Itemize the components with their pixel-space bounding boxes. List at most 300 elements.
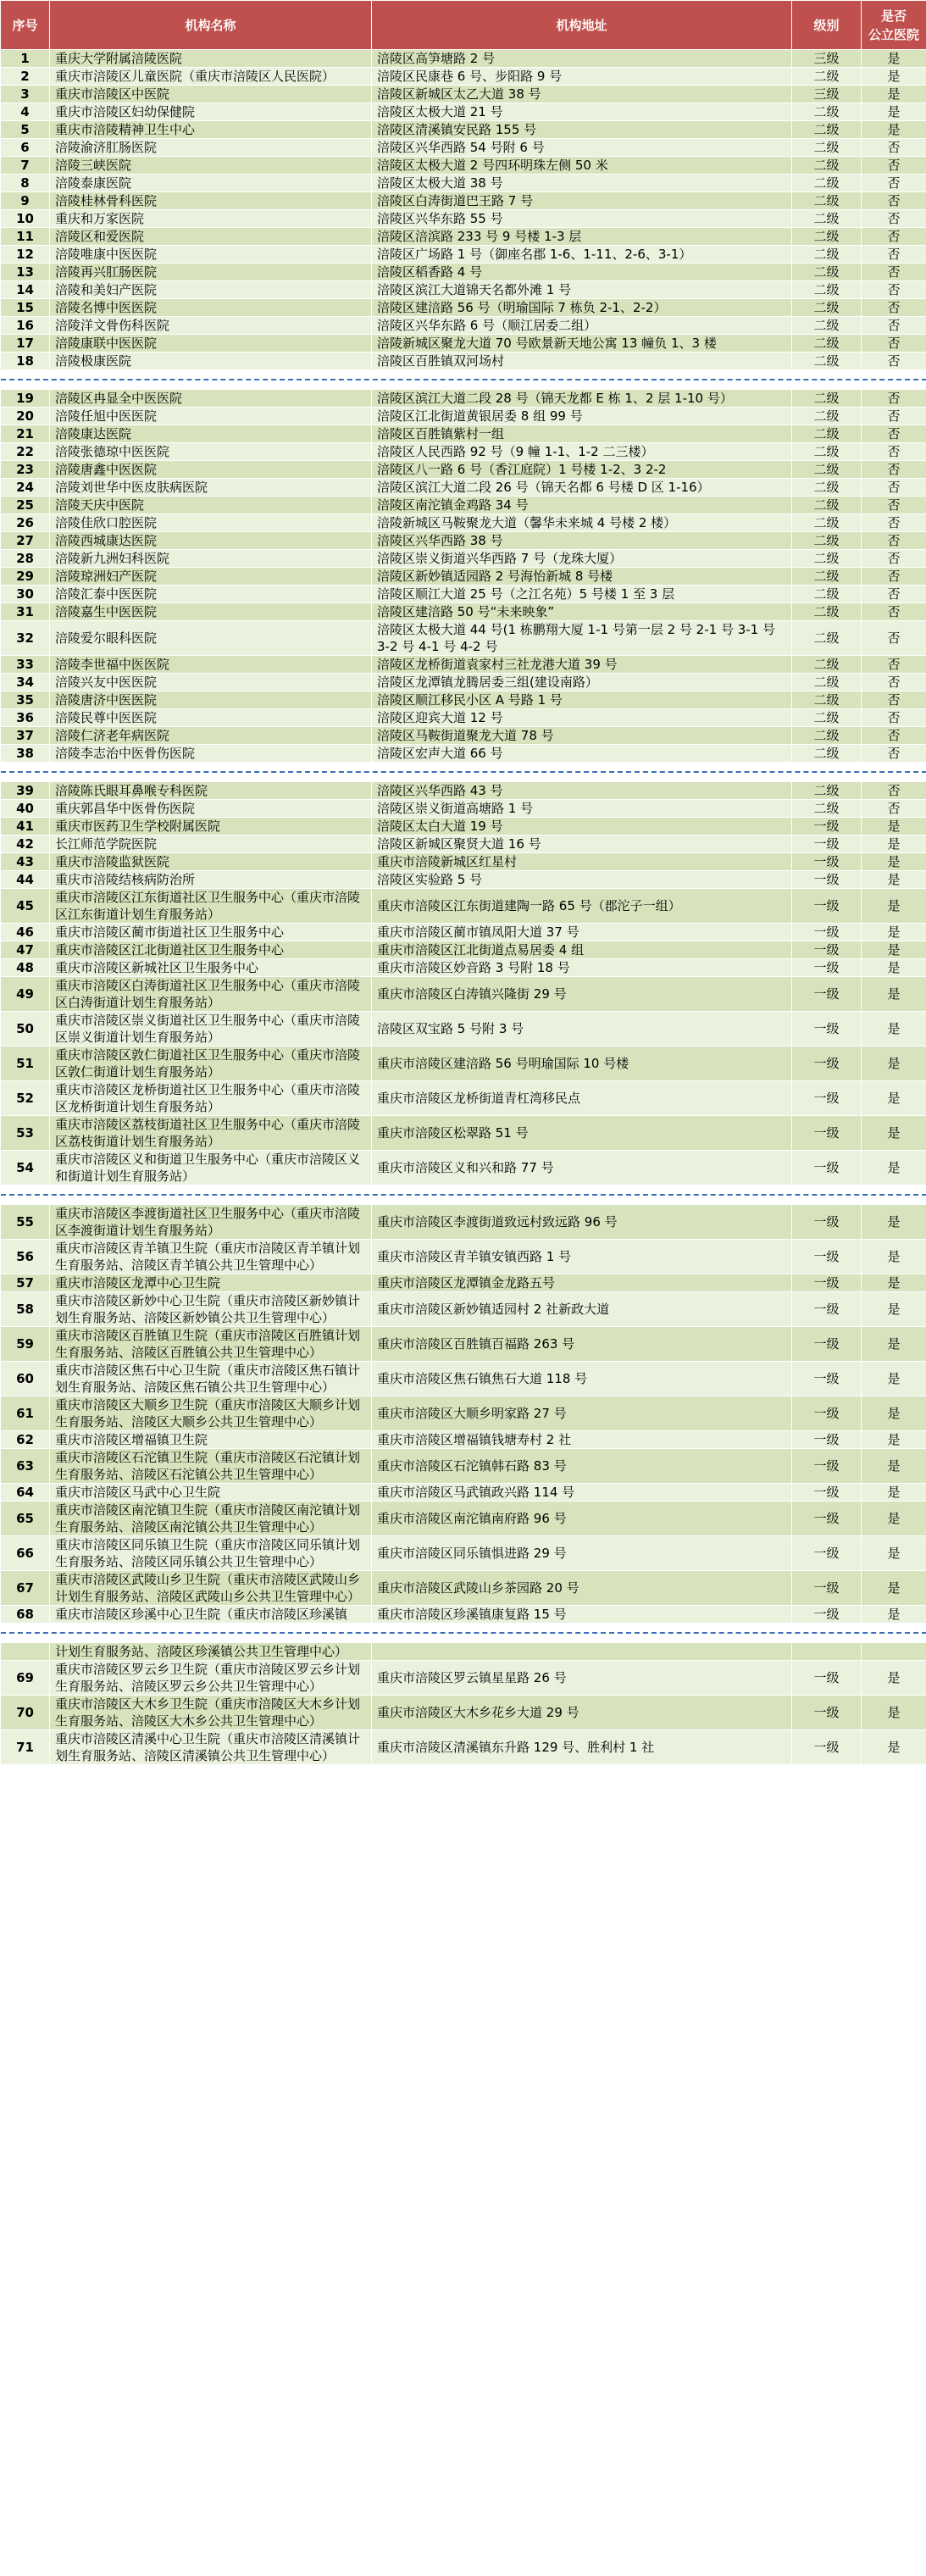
institution-address: 重庆市涪陵区龙潭镇金龙路五号: [372, 1274, 792, 1292]
institution-level: 三级: [792, 50, 862, 68]
is-public-hospital: 否: [862, 425, 926, 443]
institution-address: 涪陵区太极大道 2 号四环明珠左侧 50 米: [372, 157, 792, 175]
institution-level: 二级: [792, 246, 862, 264]
institution-level: 二级: [792, 443, 862, 461]
row-number: 40: [1, 800, 50, 818]
header-public-line1: 是否: [880, 8, 907, 24]
institution-level: 二级: [792, 782, 862, 800]
table-row: [1, 977, 926, 1012]
table-row: [1, 103, 926, 121]
row-number: 67: [1, 1571, 50, 1606]
row-number: 32: [1, 621, 50, 656]
row-number: 52: [1, 1081, 50, 1116]
table-row: [1, 1431, 926, 1449]
institution-name: 涪陵和美妇产医院: [50, 281, 372, 299]
institution-level: 二级: [792, 532, 862, 550]
institution-name: 重庆市涪陵区清溪中心卫生院（重庆市涪陵区清溪镇计划生育服务站、涪陵区清溪镇公共卫生管理中心）: [50, 1730, 372, 1765]
institution-level: 二级: [792, 353, 862, 370]
institution-level: 一级: [792, 924, 862, 941]
institution-name: 重庆市涪陵区江北街道社区卫生服务中心: [50, 941, 372, 959]
is-public-hospital: 否: [862, 228, 926, 246]
institution-name: 重庆市涪陵区大顺乡卫生院（重庆市涪陵区大顺乡计划生育服务站、涪陵区大顺乡公共卫生管理中心）: [50, 1396, 372, 1431]
institution-address: 涪陵区双宝路 5 号附 3 号: [372, 1012, 792, 1046]
table-row: [1, 1696, 926, 1730]
row-number: 29: [1, 568, 50, 586]
table-row: [1, 871, 926, 889]
row-number: 12: [1, 246, 50, 264]
institution-level: 一级: [792, 1484, 862, 1502]
institution-name: 涪陵极康医院: [50, 353, 372, 370]
institution-level: 一级: [792, 1730, 862, 1765]
institution-level: 二级: [792, 479, 862, 497]
table-row: [1, 1116, 926, 1151]
header-no: 序号: [1, 1, 50, 50]
table-row: [1, 1571, 926, 1606]
table-row: [1, 1327, 926, 1362]
is-public-hospital: 是: [862, 924, 926, 941]
table-row: [1, 568, 926, 586]
institution-name: 涪陵嘉生中医医院: [50, 603, 372, 621]
institution-address: 涪陵区白涛街道巴王路 7 号: [372, 192, 792, 210]
institution-address: 涪陵区南沱镇金鸡路 34 号: [372, 497, 792, 514]
institution-level: 一级: [792, 1205, 862, 1240]
row-number: 53: [1, 1116, 50, 1151]
is-public-hospital: 否: [862, 157, 926, 175]
institution-level: 二级: [792, 709, 862, 727]
is-public-hospital: 是: [862, 121, 926, 139]
is-public-hospital: 是: [862, 1484, 926, 1502]
page-break-row: [1, 370, 926, 390]
is-public-hospital: 否: [862, 335, 926, 353]
institution-name: 长江师范学院医院: [50, 836, 372, 853]
table-row: [1, 1396, 926, 1431]
institution-level: 一级: [792, 1431, 862, 1449]
institution-address: 涪陵区建涪路 56 号（明瑜国际 7 栋负 2-1、2-2）: [372, 299, 792, 317]
institution-address: 重庆市涪陵区马武镇政兴路 114 号: [372, 1484, 792, 1502]
table-row: [1, 210, 926, 228]
row-number: 5: [1, 121, 50, 139]
page-break-line: [1, 1632, 926, 1634]
institution-name: 重庆市涪陵区蔺市街道社区卫生服务中心: [50, 924, 372, 941]
table-row: [1, 603, 926, 621]
is-public-hospital: 是: [862, 1240, 926, 1274]
row-number: 36: [1, 709, 50, 727]
institution-address: 重庆市涪陵区建涪路 56 号明瑜国际 10 号楼: [372, 1046, 792, 1081]
is-public-hospital: 否: [862, 461, 926, 479]
page-break-line: [1, 379, 926, 380]
row-number: 44: [1, 871, 50, 889]
institution-level: 一级: [792, 941, 862, 959]
institution-level: 一级: [792, 1362, 862, 1396]
institution-level: 一级: [792, 977, 862, 1012]
row-number: 2: [1, 68, 50, 86]
institution-level: 二级: [792, 745, 862, 763]
table-row: [1, 782, 926, 800]
institution-address: 涪陵区新妙镇适园路 2 号海怡新城 8 号楼: [372, 568, 792, 586]
table-row: [1, 175, 926, 192]
row-number: 65: [1, 1502, 50, 1536]
table-row: [1, 479, 926, 497]
institution-name: 重庆市涪陵区敦仁街道社区卫生服务中心（重庆市涪陵区敦仁街道计划生育服务站）: [50, 1046, 372, 1081]
institution-level: 一级: [792, 1274, 862, 1292]
institution-name: 涪陵名博中医医院: [50, 299, 372, 317]
table-row: [1, 1292, 926, 1327]
institution-name: 重庆市涪陵区增福镇卫生院: [50, 1431, 372, 1449]
row-number: 10: [1, 210, 50, 228]
institution-name: 涪陵天庆中医院: [50, 497, 372, 514]
table-row: [1, 1240, 926, 1274]
institution-address: 涪陵区新城区聚贤大道 16 号: [372, 836, 792, 853]
institution-name: 重庆市涪陵区新妙中心卫生院（重庆市涪陵区新妙镇计划生育服务站、涪陵区新妙镇公共卫生管理中心）: [50, 1292, 372, 1327]
institution-level: 二级: [792, 390, 862, 408]
institution-address: 重庆市涪陵区白涛镇兴隆街 29 号: [372, 977, 792, 1012]
table-row: [1, 139, 926, 157]
institution-address: 涪陵新城区聚龙大道 70 号欧景新天地公寓 13 幢负 1、3 楼: [372, 335, 792, 353]
is-public-hospital: 否: [862, 139, 926, 157]
institution-name: 涪陵李志治中医骨伤医院: [50, 745, 372, 763]
is-public-hospital: 是: [862, 1449, 926, 1484]
is-public-hospital: 否: [862, 568, 926, 586]
row-number: 3: [1, 86, 50, 103]
institution-level: 二级: [792, 603, 862, 621]
table-row: [1, 281, 926, 299]
table-row: [1, 1661, 926, 1696]
institution-level: 二级: [792, 568, 862, 586]
is-public-hospital: 否: [862, 727, 926, 745]
institution-name: 重庆市涪陵区李渡街道社区卫生服务中心（重庆市涪陵区李渡街道计划生育服务站）: [50, 1205, 372, 1240]
is-public-hospital: 是: [862, 1151, 926, 1185]
is-public-hospital: 是: [862, 1116, 926, 1151]
table-row: [1, 1730, 926, 1765]
institution-name: 涪陵区冉显全中医医院: [50, 390, 372, 408]
table-row: [1, 68, 926, 86]
row-number: 9: [1, 192, 50, 210]
is-public-hospital: 是: [862, 889, 926, 924]
institution-level: 二级: [792, 228, 862, 246]
row-number: 4: [1, 103, 50, 121]
is-public-hospital: 是: [862, 959, 926, 977]
is-public-hospital: 是: [862, 1327, 926, 1362]
row-number: 39: [1, 782, 50, 800]
table-row: [1, 1046, 926, 1081]
is-public-hospital: [862, 1643, 926, 1661]
table-row: [1, 192, 926, 210]
institution-address: 重庆市涪陵区大木乡花乡大道 29 号: [372, 1696, 792, 1730]
institution-address: 重庆市涪陵区增福镇钱塘寿村 2 社: [372, 1431, 792, 1449]
institution-level: 二级: [792, 210, 862, 228]
is-public-hospital: 否: [862, 408, 926, 425]
row-number: 71: [1, 1730, 50, 1765]
is-public-hospital: 是: [862, 1571, 926, 1606]
is-public-hospital: 否: [862, 281, 926, 299]
institution-address: 重庆市涪陵区同乐镇惧进路 29 号: [372, 1536, 792, 1571]
is-public-hospital: 否: [862, 246, 926, 264]
is-public-hospital: 否: [862, 317, 926, 335]
row-number: 26: [1, 514, 50, 532]
row-number: 33: [1, 656, 50, 674]
row-number: 24: [1, 479, 50, 497]
institution-level: 二级: [792, 192, 862, 210]
is-public-hospital: 是: [862, 1696, 926, 1730]
institution-name: 涪陵爱尔眼科医院: [50, 621, 372, 656]
page-break-cell: [1, 763, 926, 782]
institution-name: 重庆市涪陵区同乐镇卫生院（重庆市涪陵区同乐镇计划生育服务站、涪陵区同乐镇公共卫生管理中心）: [50, 1536, 372, 1571]
institution-address: 涪陵区崇义街道高塘路 1 号: [372, 800, 792, 818]
is-public-hospital: 是: [862, 836, 926, 853]
institution-name: 重庆市涪陵监狱医院: [50, 853, 372, 871]
institution-address: 涪陵区顺江移民小区 A 号路 1 号: [372, 691, 792, 709]
institution-name: 重庆市涪陵区义和街道卫生服务中心（重庆市涪陵区义和街道计划生育服务站）: [50, 1151, 372, 1185]
institution-level: 二级: [792, 408, 862, 425]
institution-name: 重庆市涪陵区中医院: [50, 86, 372, 103]
institution-address: 重庆市涪陵区青羊镇安镇西路 1 号: [372, 1240, 792, 1274]
institution-name: 涪陵唐济中医医院: [50, 691, 372, 709]
institution-level: 二级: [792, 691, 862, 709]
institution-address: 涪陵区稻香路 4 号: [372, 264, 792, 281]
is-public-hospital: 是: [862, 1081, 926, 1116]
table-row: [1, 157, 926, 175]
institution-name: 重庆市涪陵区江东街道社区卫生服务中心（重庆市涪陵区江东街道计划生育服务站）: [50, 889, 372, 924]
institution-name: 涪陵汇泰中医医院: [50, 586, 372, 603]
row-number: 18: [1, 353, 50, 370]
institution-level: 一级: [792, 959, 862, 977]
institution-address: 重庆市涪陵区武陵山乡茶园路 20 号: [372, 1571, 792, 1606]
table-row: [1, 299, 926, 317]
institution-level: 一级: [792, 1502, 862, 1536]
row-number: 62: [1, 1431, 50, 1449]
is-public-hospital: 是: [862, 1606, 926, 1624]
institution-address: 涪陵区宏声大道 66 号: [372, 745, 792, 763]
is-public-hospital: 否: [862, 782, 926, 800]
row-number: 23: [1, 461, 50, 479]
row-number: 54: [1, 1151, 50, 1185]
row-number: 34: [1, 674, 50, 691]
table-row: [1, 727, 926, 745]
institution-name: 涪陵张德琼中医医院: [50, 443, 372, 461]
institution-level: 一级: [792, 1449, 862, 1484]
row-number: 27: [1, 532, 50, 550]
row-number: 45: [1, 889, 50, 924]
row-number: 61: [1, 1396, 50, 1431]
institution-address: 涪陵区马鞍街道聚龙大道 78 号: [372, 727, 792, 745]
institution-address: 重庆市涪陵区焦石镇焦石大道 118 号: [372, 1362, 792, 1396]
table-row: [1, 532, 926, 550]
table-row: [1, 1484, 926, 1502]
header-name: 机构名称: [50, 1, 372, 50]
institution-name: 重庆市医药卫生学校附属医院: [50, 818, 372, 836]
institution-name: 计划生育服务站、涪陵区珍溪镇公共卫生管理中心）: [50, 1643, 372, 1661]
institution-address: 涪陵区滨江大道二段 28 号（锦天龙都 E 栋 1、2 层 1-10 号）: [372, 390, 792, 408]
header-public: [862, 1, 926, 50]
institution-address: 重庆市涪陵区江东街道建陶一路 65 号（郡沱子一组）: [372, 889, 792, 924]
institution-name: 涪陵康联中医医院: [50, 335, 372, 353]
institution-level: 二级: [792, 425, 862, 443]
row-number: 20: [1, 408, 50, 425]
page-break-row: [1, 1624, 926, 1643]
institution-address: 涪陵区滨江大道二段 26 号（锦天名都 6 号楼 D 区 1-16）: [372, 479, 792, 497]
is-public-hospital: 是: [862, 1661, 926, 1696]
row-number: 69: [1, 1661, 50, 1696]
row-number: 37: [1, 727, 50, 745]
institution-level: 二级: [792, 727, 862, 745]
institution-level: 一级: [792, 1536, 862, 1571]
is-public-hospital: 否: [862, 192, 926, 210]
institution-name: 涪陵唯康中医医院: [50, 246, 372, 264]
table-row: [1, 1362, 926, 1396]
is-public-hospital: 否: [862, 745, 926, 763]
institution-address: 涪陵区太白大道 19 号: [372, 818, 792, 836]
row-number: 41: [1, 818, 50, 836]
institution-name: 涪陵民尊中医医院: [50, 709, 372, 727]
institution-level: 一级: [792, 1046, 862, 1081]
table-row: [1, 656, 926, 674]
institution-name: 涪陵李世福中医医院: [50, 656, 372, 674]
table-row: [1, 1012, 926, 1046]
institution-address: [372, 1643, 792, 1661]
table-row: [1, 550, 926, 568]
table-row: [1, 1449, 926, 1484]
table-row: [1, 1643, 926, 1661]
institution-level: [792, 1643, 862, 1661]
is-public-hospital: 否: [862, 586, 926, 603]
table-row: [1, 1081, 926, 1116]
institution-name: 重庆市涪陵区珍溪中心卫生院（重庆市涪陵区珍溪镇: [50, 1606, 372, 1624]
institution-level: 二级: [792, 656, 862, 674]
institution-level: 一级: [792, 1571, 862, 1606]
is-public-hospital: 是: [862, 1502, 926, 1536]
institution-name: 重庆市涪陵区焦石中心卫生院（重庆市涪陵区焦石镇计划生育服务站、涪陵区焦石镇公共卫生管理中心）: [50, 1362, 372, 1396]
table-row: [1, 709, 926, 727]
institution-name: 重庆市涪陵区龙潭中心卫生院: [50, 1274, 372, 1292]
row-number: 15: [1, 299, 50, 317]
institution-address: 涪陵区迎宾大道 12 号: [372, 709, 792, 727]
institution-address: 重庆市涪陵区罗云镇星星路 26 号: [372, 1661, 792, 1696]
is-public-hospital: 否: [862, 353, 926, 370]
table-row: [1, 1151, 926, 1185]
page-break-cell: [1, 1624, 926, 1643]
is-public-hospital: 否: [862, 514, 926, 532]
institution-address: 涪陵区民康巷 6 号、步阳路 9 号: [372, 68, 792, 86]
institution-level: 二级: [792, 281, 862, 299]
is-public-hospital: 是: [862, 1362, 926, 1396]
is-public-hospital: 否: [862, 299, 926, 317]
row-number: 21: [1, 425, 50, 443]
row-number: 57: [1, 1274, 50, 1292]
row-number: 50: [1, 1012, 50, 1046]
institution-address: 重庆市涪陵区义和兴和路 77 号: [372, 1151, 792, 1185]
institution-name: 重庆市涪陵结核病防治所: [50, 871, 372, 889]
institution-address: 重庆市涪陵区蔺市镇凤阳大道 37 号: [372, 924, 792, 941]
is-public-hospital: 是: [862, 1012, 926, 1046]
table-row: [1, 836, 926, 853]
institution-address: 涪陵新城区马鞍聚龙大道（馨华未来城 4 号楼 2 楼）: [372, 514, 792, 532]
institution-address: 重庆市涪陵区南沱镇南府路 96 号: [372, 1502, 792, 1536]
table-row: [1, 1502, 926, 1536]
table-row: [1, 621, 926, 656]
institution-name: 涪陵桂林骨科医院: [50, 192, 372, 210]
table-row: [1, 800, 926, 818]
row-number: 47: [1, 941, 50, 959]
institution-name: 重庆市涪陵区青羊镇卫生院（重庆市涪陵区青羊镇计划生育服务站、涪陵区青羊镇公共卫生管理中心）: [50, 1240, 372, 1274]
row-number: 70: [1, 1696, 50, 1730]
page-break-cell: [1, 370, 926, 390]
institution-name: 涪陵康达医院: [50, 425, 372, 443]
institution-address: 涪陵区崇义街道兴华西路 7 号（龙珠大厦）: [372, 550, 792, 568]
table-row: [1, 443, 926, 461]
table-row: [1, 390, 926, 408]
institution-address: 涪陵区太极大道 21 号: [372, 103, 792, 121]
row-number: 38: [1, 745, 50, 763]
row-number: 30: [1, 586, 50, 603]
row-number: 59: [1, 1327, 50, 1362]
institution-name: 重庆市涪陵区罗云乡卫生院（重庆市涪陵区罗云乡计划生育服务站、涪陵区罗云乡公共卫生管理中心）: [50, 1661, 372, 1696]
row-number: 35: [1, 691, 50, 709]
header-address: 机构地址: [372, 1, 792, 50]
institution-name: 涪陵三峡医院: [50, 157, 372, 175]
institution-name: 涪陵刘世华中医皮肤病医院: [50, 479, 372, 497]
row-number: 13: [1, 264, 50, 281]
table-row: [1, 264, 926, 281]
page-break-line: [1, 771, 926, 773]
institution-name: 涪陵唐鑫中医医院: [50, 461, 372, 479]
institution-address: 涪陵区高笋塘路 2 号: [372, 50, 792, 68]
institution-name: 重庆郭昌华中医骨伤医院: [50, 800, 372, 818]
institution-address: 涪陵区兴华东路 55 号: [372, 210, 792, 228]
is-public-hospital: 否: [862, 674, 926, 691]
institution-level: 二级: [792, 674, 862, 691]
row-number: 42: [1, 836, 50, 853]
institution-level: 二级: [792, 800, 862, 818]
table-row: [1, 691, 926, 709]
institution-name: 涪陵区和爱医院: [50, 228, 372, 246]
is-public-hospital: 否: [862, 532, 926, 550]
table-row: [1, 121, 926, 139]
institution-address: 涪陵区龙潭镇龙腾居委三组(建设南路）: [372, 674, 792, 691]
institution-address: 重庆市涪陵区龙桥街道青杠湾移民点: [372, 1081, 792, 1116]
is-public-hospital: 是: [862, 1396, 926, 1431]
header-public-line2: 公立医院: [868, 26, 919, 42]
page-break-line: [1, 1194, 926, 1196]
row-number: 8: [1, 175, 50, 192]
institution-name: 重庆市涪陵区崇义街道社区卫生服务中心（重庆市涪陵区崇义街道计划生育服务站）: [50, 1012, 372, 1046]
institution-address: 涪陵区百胜镇双河场村: [372, 353, 792, 370]
institution-address: 重庆市涪陵区妙音路 3 号附 18 号: [372, 959, 792, 977]
institution-address: 涪陵区建涪路 50 号“未来映象”: [372, 603, 792, 621]
institution-level: 一级: [792, 871, 862, 889]
is-public-hospital: 否: [862, 800, 926, 818]
institution-level: 一级: [792, 1396, 862, 1431]
institution-level: 一级: [792, 1240, 862, 1274]
institution-name: 重庆市涪陵区白涛街道社区卫生服务中心（重庆市涪陵区白涛街道计划生育服务站）: [50, 977, 372, 1012]
institution-name: 重庆市涪陵区石沱镇卫生院（重庆市涪陵区石沱镇计划生育服务站、涪陵区石沱镇公共卫生管理中心）: [50, 1449, 372, 1484]
institution-name: 涪陵佳欣口腔医院: [50, 514, 372, 532]
institution-level: 二级: [792, 550, 862, 568]
institution-level: 二级: [792, 461, 862, 479]
row-number: 43: [1, 853, 50, 871]
institution-address: 涪陵区百胜镇紫村一组: [372, 425, 792, 443]
table-row: [1, 674, 926, 691]
table-row: [1, 50, 926, 68]
institution-name: 涪陵再兴肛肠医院: [50, 264, 372, 281]
institution-level: 一级: [792, 1606, 862, 1624]
table-row: [1, 1205, 926, 1240]
institution-name: 重庆市涪陵区新城社区卫生服务中心: [50, 959, 372, 977]
table-row: [1, 889, 926, 924]
page-break-cell: [1, 1185, 926, 1205]
institution-level: 一级: [792, 1081, 862, 1116]
institution-level: 二级: [792, 317, 862, 335]
row-number: 31: [1, 603, 50, 621]
